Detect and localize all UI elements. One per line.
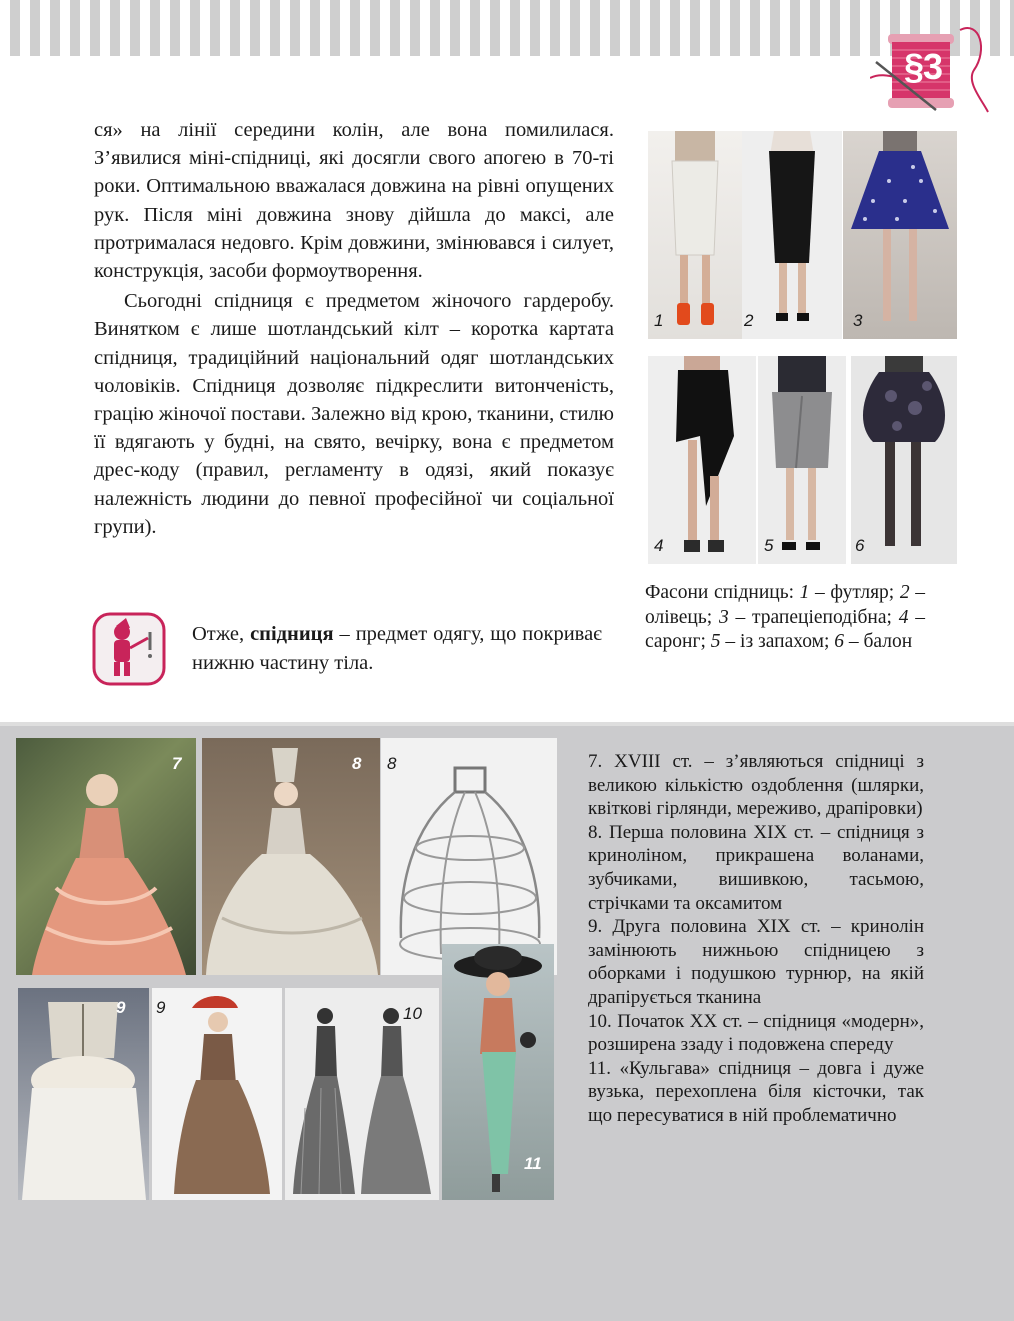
photo-number: 4: [654, 536, 664, 555]
caption-num: 4: [898, 606, 909, 628]
skirt-photo-pencil-sheath: [648, 131, 742, 339]
photo-number: 3: [853, 311, 863, 330]
history-item: 11. «Кульгава» спідниця – довга і дуже вузька, перехоплена біля кісточки, так що пересуватися в ній проблематично: [588, 1057, 924, 1126]
paragraph-2: Сьогодні спідниця є предметом жіночого гардеробу. Винятком є лише шотландський кілт – коротка картата спідниця, традиційний національний одяг шотландських чоловіків. Спідниця дозволяє підкреслити витонченість, грацію жіночої постави. Залежно від крою, тканини, стилю її вдягають у будні, на свято, вечірку, вона є предметом дрес-коду (правил, регламенту в одязі, який показує належність людини до певної професійної чи соціальної групи).: [94, 290, 614, 538]
caption-item: – футляр;: [809, 582, 900, 603]
photo-number: 7: [172, 754, 182, 773]
summary-definition: [192, 620, 602, 678]
history-item: 8. Перша половина XIX ст. – спідниця з криноліном, прикрашена воланами, зубчиками, вишивкою, тасьмою, стрічками та оксамитом: [588, 821, 924, 914]
skirt-photo-wrap: [758, 356, 846, 564]
history-item: 7. XVIII ст. – з’являються спідниці з великою кількістю оздоблення (шлярки, квіткові гірлянди, мереживо, драпіровки): [588, 751, 924, 820]
photo-number: 10: [403, 1004, 422, 1023]
photo-number: 11: [524, 1154, 542, 1173]
history-item: 9. Друга половина XIX ст. – кринолін замінюють нижньою спідницею з оборками і подушкою турнюр, на якій драпірується тканина: [588, 916, 924, 1008]
caption-num: 1: [799, 582, 810, 603]
caption-lead: Фасони спідниць:: [645, 582, 800, 603]
history-item: 10. Початок XX ст. – спідниця «модерн», розширена ззаду і подовжена спереду: [588, 1010, 924, 1056]
photo-number: 6: [855, 536, 865, 555]
history-photo-hobble-skirt: [442, 944, 554, 1200]
photo-number: 2: [744, 311, 754, 330]
summary-rest: – предмет одягу, що покриває нижню частину тіла.: [192, 623, 602, 674]
photo-number: 8: [387, 754, 397, 773]
caption-item: – із запахом;: [720, 631, 835, 653]
main-text: [94, 116, 614, 541]
history-text: [588, 750, 924, 1128]
skirt-styles-caption: [645, 581, 925, 655]
history-photo-bustle-dress: [152, 988, 282, 1200]
skirt-photo-trapeze: [843, 131, 957, 339]
paragraph-1: ся» на лінії середини колін, але вона помилилася. З’явилися міні-спідниці, які досягли свого апогею в 70-ті роки. Оптимальною вважалася довжина на рівні опущених рук. Після міні довжина знову дійшла до максі, але протрималася недовго. Крім довжини, змінювався і силует, конструкція, засоби формоутворення.: [94, 119, 614, 283]
caption-num: 3: [718, 606, 729, 628]
caption-item: – балон: [844, 631, 913, 653]
history-photo-crinoline-frame: [381, 738, 557, 975]
history-photo-18th-century-dress: [16, 738, 196, 975]
caption-item: – трапеціеподібна;: [728, 606, 899, 628]
caption-num: 5: [710, 631, 721, 653]
photo-number: 1: [654, 311, 664, 330]
caption-num: 2: [899, 582, 910, 603]
section-badge: §3: [903, 46, 943, 87]
summary-lead: Отже,: [192, 623, 251, 645]
photo-number: 5: [764, 536, 774, 555]
skirt-photo-balloon: [851, 356, 957, 564]
photo-number: 9: [156, 998, 166, 1017]
caption-item: – саронг;: [645, 606, 926, 653]
header-divider: [0, 56, 1014, 62]
history-photo-modern-dresses: [285, 988, 439, 1200]
photo-number: 9: [116, 998, 126, 1017]
history-photo-crinoline-dress: [202, 738, 380, 975]
pointer-character-icon: [92, 612, 166, 686]
summary-term: спідниця: [250, 623, 334, 645]
photo-number: 8: [352, 754, 362, 773]
caption-item: – олівець;: [645, 582, 925, 628]
caption-num: 6: [834, 631, 844, 653]
history-photo-bustle-corset: [18, 988, 149, 1200]
header-stripes: [0, 0, 1014, 56]
skirt-photo-sarong: [648, 356, 756, 564]
skirt-photo-pencil: [742, 131, 842, 339]
